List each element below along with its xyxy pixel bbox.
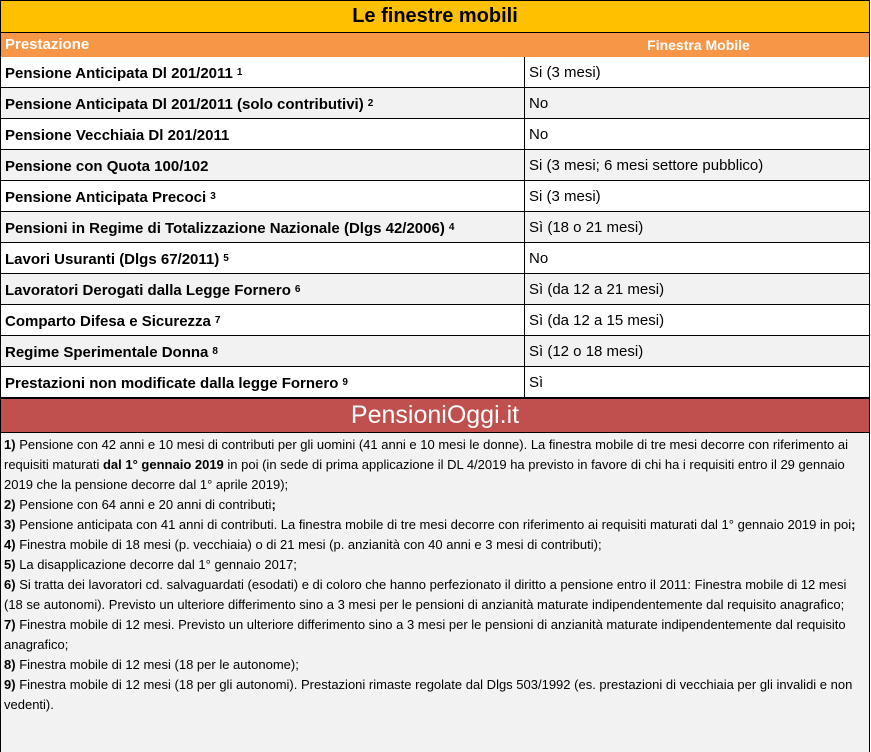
prestazione-cell xyxy=(1,57,525,87)
table-row xyxy=(0,243,870,274)
prestazione-cell xyxy=(1,336,525,366)
table-row xyxy=(0,57,870,88)
footnote-item xyxy=(4,615,863,655)
table-row xyxy=(0,150,870,181)
footnote-number: 3) xyxy=(4,517,16,532)
sheet-title: Le finestre mobili xyxy=(0,0,870,33)
prestazione-label: Regime Sperimentale Donna xyxy=(5,344,209,361)
footnote-number: 4) xyxy=(4,537,16,552)
prestazione-label: Prestazioni non modificate dalla legge Fornero xyxy=(5,375,339,392)
footnote-text: Pensione con 64 anni e 20 anni di contributi xyxy=(19,497,272,512)
table-row xyxy=(0,181,870,212)
prestazione-label: Lavoratori Derogati dalla Legge Fornero xyxy=(5,282,291,299)
prestazione-cell xyxy=(1,150,525,180)
footnote-item xyxy=(4,515,863,535)
table-header xyxy=(0,33,870,57)
footnote-ref: 5 xyxy=(223,253,229,264)
footnote-ref: 1 xyxy=(236,67,243,78)
finestra-mobile-cell: Sì (da 12 a 21 mesi) xyxy=(529,281,665,298)
footnote-ref: 4 xyxy=(448,222,455,233)
footnote-ref: 2 xyxy=(367,98,374,109)
prestazione-cell xyxy=(1,212,525,242)
prestazione-cell xyxy=(1,88,525,118)
prestazione-cell xyxy=(1,243,525,273)
footnote-ref: 3 xyxy=(210,191,216,202)
prestazione-label: Comparto Difesa e Sicurezza xyxy=(5,313,211,330)
footnote-ref: 6 xyxy=(294,284,301,295)
prestazione-label: Lavori Usuranti (Dlgs 67/2011) xyxy=(5,251,220,268)
footnotes xyxy=(0,433,870,752)
prestazione-cell xyxy=(1,119,525,149)
table-row xyxy=(0,88,870,119)
prestazione-label: Pensione Anticipata Precoci xyxy=(5,189,207,206)
header-prestazione: Prestazione xyxy=(5,36,90,53)
footnote-ref: 7 xyxy=(214,315,221,326)
table-row xyxy=(0,274,870,305)
footnote-number: 5) xyxy=(4,557,16,572)
footnote-number: 8) xyxy=(4,657,16,672)
footnote-text: Finestra mobile di 12 mesi (18 per gli autonomi). Prestazioni rimaste regolate dal Dlgs 503/1992 (es. prestazioni di vecchiaia per gli invalidi e non vedenti). xyxy=(4,677,853,712)
footnote-ref: 8 xyxy=(212,346,218,357)
table-row xyxy=(0,367,870,398)
prestazione-cell xyxy=(1,274,525,304)
finestra-mobile-cell: No xyxy=(529,126,549,143)
prestazione-cell xyxy=(1,305,525,335)
footnote-emphasis: dal 1° gennaio 2019 xyxy=(102,457,224,472)
footnote-number: 6) xyxy=(4,577,16,592)
footnote-number: 2) xyxy=(4,497,16,512)
table-row xyxy=(0,305,870,336)
table-row xyxy=(0,336,870,367)
table-row xyxy=(0,119,870,150)
footnote-item xyxy=(4,555,863,575)
footnote-text: Pensione anticipata con 41 anni di contributi. La finestra mobile di tre mesi decorre con riferimento ai requisiti maturati dal 1° gennaio 2019 in poi xyxy=(19,517,852,532)
prestazione-cell xyxy=(1,367,525,397)
footnote-item xyxy=(4,495,863,515)
footnote-item xyxy=(4,675,863,715)
finestra-mobile-cell: Si (3 mesi) xyxy=(529,188,601,205)
prestazione-label: Pensione Anticipata Dl 201/2011 (solo contributivi) xyxy=(5,96,364,113)
brand-banner: PensioniOggi.it xyxy=(0,398,870,433)
footnote-text: Finestra mobile di 12 mesi. Previsto un ulteriore differimento sino a 3 mesi per le pensioni di anzianità maturate indipendentemente dal requisito anagrafico; xyxy=(4,617,846,652)
footnote-text: Si tratta dei lavoratori cd. salvaguardati (esodati) e di coloro che hanno perfezionato il diritto a pensione entro il 2011: Finestra mobile di 12 mesi (18 se autonomi). Previsto un ulteriore differimento sino a 3 mesi per le pensioni di anzianità maturate indipendentemente dal requisito anagrafico; xyxy=(4,577,847,612)
finestra-mobile-cell: No xyxy=(529,250,549,267)
footnote-number: 1) xyxy=(4,437,16,452)
footnote-ref: 9 xyxy=(342,377,348,388)
footnote-text: La disapplicazione decorre dal 1° gennaio 2017; xyxy=(19,557,297,572)
footnote-item xyxy=(4,655,863,675)
finestra-mobile-cell: Sì xyxy=(529,374,544,391)
prestazione-label: Pensione Vecchiaia Dl 201/2011 xyxy=(5,127,230,144)
finestra-mobile-cell: Sì (da 12 a 15 mesi) xyxy=(529,312,665,329)
finestra-mobile-cell: Sì (18 o 21 mesi) xyxy=(529,219,644,236)
footnote-item xyxy=(4,535,863,555)
footnote-text: Finestra mobile di 18 mesi (p. vecchiaia) o di 21 mesi (p. anzianità con 40 anni e 3 mesi di contributi); xyxy=(19,537,602,552)
prestazione-cell xyxy=(1,181,525,211)
table-row xyxy=(0,212,870,243)
finestra-mobile-cell: Si (3 mesi; 6 mesi settore pubblico) xyxy=(529,157,764,174)
prestazione-label: Pensioni in Regime di Totalizzazione Nazionale (Dlgs 42/2006) xyxy=(5,220,445,237)
finestra-mobile-cell: Si (3 mesi) xyxy=(529,64,601,81)
footnote-emphasis: ; xyxy=(271,497,276,512)
footnote-item xyxy=(4,575,863,615)
footnote-item xyxy=(4,435,863,495)
finestra-mobile-cell: No xyxy=(529,95,549,112)
footnote-text-tail: in poi (in sede di prima applicazione il DL 4/2019 ha previsto in favore di chi ha i requisiti entro il 29 gennaio 2019 che la pensione decorre dal 1° aprile 2019); xyxy=(4,457,845,492)
prestazione-label: Pensione con Quota 100/102 xyxy=(5,158,209,175)
finestra-mobile-cell: Sì (12 o 18 mesi) xyxy=(529,343,644,360)
footnote-number: 9) xyxy=(4,677,16,692)
footnote-text: Finestra mobile di 12 mesi (18 per le autonome); xyxy=(19,657,299,672)
footnote-emphasis: ; xyxy=(851,517,856,532)
footnote-text: Pensione con 42 anni e 10 mesi di contributi per gli uomini (41 anni e 10 mesi le donne). La finestra mobile di tre mesi decorre con riferimento ai requisiti maturati xyxy=(4,437,849,472)
footnote-number: 7) xyxy=(4,617,16,632)
header-finestra-mobile: Finestra Mobile xyxy=(647,37,750,53)
prestazione-label: Pensione Anticipata Dl 201/2011 xyxy=(5,65,233,82)
